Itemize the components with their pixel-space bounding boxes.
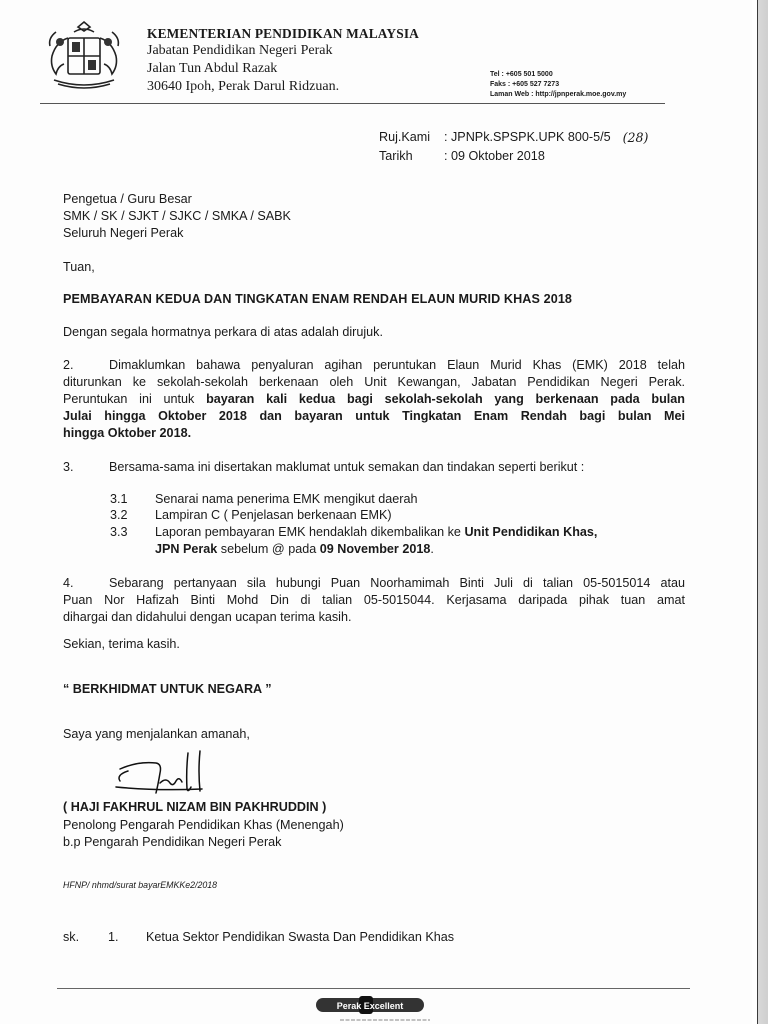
paragraph-4-number: 4. (63, 576, 74, 590)
closing-line: Sekian, terima kasih. (63, 637, 180, 651)
reference-number: : JPNPk.SPSPK.UPK 800-5/5 (444, 130, 611, 144)
list-item-text (155, 525, 597, 539)
trust-line: Saya yang menjalankan amanah, (63, 727, 250, 741)
reference-block (379, 128, 648, 166)
paragraph-2-line-1: Dimaklumkan bahawa penyaluran agihan peruntukan Elaun Murid Khas (EMK) 2018 telah (109, 358, 685, 372)
signatory-title: Penolong Pengarah Pendidikan Khas (Menengah) (63, 818, 344, 832)
letter-date: : 09 Oktober 2018 (444, 149, 545, 163)
date-label: Tarikh (379, 149, 413, 163)
cc-item-number: 1. (108, 930, 119, 944)
list-item (0, 508, 700, 526)
list-item-number: 3.2 (110, 508, 128, 522)
letter-subject: PEMBAYARAN KEDUA DAN TINGKATAN ENAM RENDAH ELAUN MURID KHAS 2018 (63, 292, 573, 306)
paragraph-3-text: Bersama-sama ini disertakan maklumat untuk semakan dan tindakan seperti berikut : (109, 460, 585, 474)
list-item-text-normal: Laporan pembayaran EMK hendaklah dikembalikan ke (155, 525, 465, 539)
paragraph-2-line-5: hingga Oktober 2018. (63, 426, 192, 440)
paragraph-2-line-3-text: Peruntukan ini untuk (63, 392, 207, 406)
recipient-line-3: Seluruh Negeri Perak (63, 226, 184, 240)
perak-excellent-logo (315, 996, 425, 1014)
fax-number: Faks : +605 527 7273 (490, 81, 560, 88)
website-link[interactable]: Laman Web : http://jpnperak.moe.gov.my (490, 91, 627, 98)
list-item-text: Lampiran C ( Penjelasan berkenaan EMK) (155, 508, 392, 522)
department-name: Jabatan Pendidikan Negeri Perak (147, 43, 333, 58)
paragraph-4-line-1: Sebarang pertanyaan sila hubungi Puan Noorhamimah Binti Juli di talian 05-5015014 atau (109, 576, 685, 590)
signatory-name: ( HAJI FAKHRUL NIZAM BIN PAKHRUDDIN ) (63, 800, 327, 814)
paragraph-2-line-4: Julai hingga Oktober 2018 dan bayaran untuk Tingkatan Enam Rendah bagi bulan Mei (63, 409, 685, 423)
letterhead-divider (40, 103, 665, 104)
signatory-behalf: b.p Pengarah Pendidikan Negeri Perak (63, 835, 282, 849)
list-item-text: Senarai nama penerima EMK mengikut daerah (155, 492, 418, 506)
paragraph-2-line-3 (63, 392, 685, 406)
paragraph-2-line-2: diturunkan ke sekolah-sekolah berkenaan oleh Unit Kewangan, Jabatan Pendidikan Negeri Perak. (63, 375, 685, 389)
footer-tagline-scribble (340, 1017, 430, 1022)
footer-logo-text: Perak Excellent (336, 1001, 404, 1011)
paragraph-4-line-2: Puan Nor Hafizah Binti Mohd Din di talian 05-5015044. Kerjasama daripada pihak tuan amat (63, 593, 685, 607)
handwritten-signature (108, 745, 228, 797)
reference-label: Ruj.Kami (379, 130, 431, 144)
footer-divider (57, 988, 690, 989)
ministry-name: KEMENTERIAN PENDIDIKAN MALAYSIA (147, 26, 419, 41)
address-city: 30640 Ipoh, Perak Darul Ridzuan. (147, 79, 340, 94)
address-street: Jalan Tun Abdul Razak (147, 61, 278, 76)
intro-paragraph: Dengan segala hormatnya perkara di atas adalah dirujuk. (63, 325, 383, 339)
list-item (0, 525, 700, 543)
paragraph-2-number: 2. (63, 358, 74, 372)
deadline-end: . (430, 542, 434, 556)
recipient-line-2: SMK / SK / SJKT / SJKC / SMKA / SABK (63, 209, 291, 223)
salutation: Tuan, (63, 260, 95, 274)
malaysia-coat-of-arms-icon (34, 18, 134, 98)
jpn-perak-emphasis: JPN Perak (155, 542, 218, 556)
list-item-text-emphasis: Unit Pendidikan Khas, (464, 525, 598, 539)
cc-item-text: Ketua Sektor Pendidikan Swasta Dan Pendidikan Khas (146, 930, 455, 944)
paragraph-3-number: 3. (63, 460, 74, 474)
handwritten-reference-number: (28) (622, 130, 649, 145)
recipient-line-1: Pengetua / Guru Besar (63, 192, 192, 206)
deadline-prefix: sebelum @ pada (217, 542, 320, 556)
list-item-number: 3.3 (110, 525, 128, 539)
list-item-number: 3.1 (110, 492, 128, 506)
file-reference-code: HFNP/ nhmd/surat bayarEMKKe2/2018 (63, 880, 218, 890)
paragraph-4-line-3: dihargai dan didahului dengan ucapan terima kasih. (63, 610, 352, 624)
list-item-continuation (155, 542, 434, 556)
cc-label: sk. (63, 930, 80, 944)
motto: “ BERKHIDMAT UNTUK NEGARA ” (63, 682, 272, 696)
deadline-date: 09 November 2018 (319, 542, 431, 556)
page-edge-shadow (752, 0, 768, 1024)
paragraph-2-line-3-emphasis: bayaran kali kedua bagi sekolah-sekolah yang berkenaan pada bulan (206, 392, 685, 406)
telephone-number: Tel : +605 501 5000 (490, 71, 553, 78)
